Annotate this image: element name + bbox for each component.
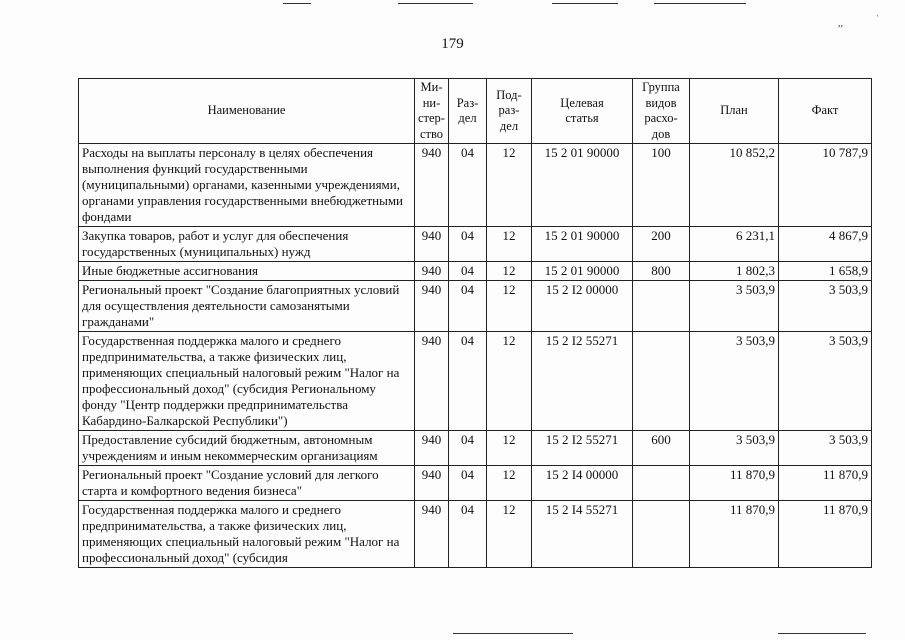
header-subsection bbox=[487, 79, 532, 144]
row-name: Расходы на выплаты персоналу в целях обеспечения выполнения функций государственными (муниципальными) органами, казенными учреждениями, органами управления государственными внебюджетными фондами bbox=[79, 144, 415, 227]
row-target: 15 2 I2 00000 bbox=[532, 281, 633, 332]
row-fact: 10 787,9 bbox=[779, 144, 872, 227]
row-target: 15 2 I4 55271 bbox=[532, 501, 633, 568]
table-row bbox=[79, 466, 872, 501]
row-plan: 1 802,3 bbox=[690, 262, 779, 281]
table-row bbox=[79, 332, 872, 431]
table-row bbox=[79, 262, 872, 281]
header-subsection-text: Под- раз- дел bbox=[496, 87, 522, 133]
row-ministry: 940 bbox=[415, 431, 449, 466]
row-section: 04 bbox=[449, 466, 487, 501]
row-plan: 3 503,9 bbox=[690, 281, 779, 332]
row-section: 04 bbox=[449, 501, 487, 568]
row-name: Предоставление субсидий бюджетным, автономным учреждениям и иным некоммерческим организациям bbox=[79, 431, 415, 466]
row-expense-group bbox=[633, 501, 690, 568]
row-name: Иные бюджетные ассигнования bbox=[79, 262, 415, 281]
row-fact: 3 503,9 bbox=[779, 332, 872, 431]
row-plan: 10 852,2 bbox=[690, 144, 779, 227]
row-subsection: 12 bbox=[487, 332, 532, 431]
row-expense-group: 100 bbox=[633, 144, 690, 227]
row-plan: 6 231,1 bbox=[690, 227, 779, 262]
row-fact: 1 658,9 bbox=[779, 262, 872, 281]
row-expense-group: 800 bbox=[633, 262, 690, 281]
scan-artifact-line bbox=[654, 3, 746, 4]
row-plan: 11 870,9 bbox=[690, 501, 779, 568]
row-subsection: 12 bbox=[487, 466, 532, 501]
row-expense-group: 200 bbox=[633, 227, 690, 262]
header-target bbox=[532, 79, 633, 144]
row-subsection: 12 bbox=[487, 262, 532, 281]
header-name-text: Наименование bbox=[207, 103, 286, 118]
table-row bbox=[79, 281, 872, 332]
row-plan: 3 503,9 bbox=[690, 431, 779, 466]
row-section: 04 bbox=[449, 431, 487, 466]
row-section: 04 bbox=[449, 227, 487, 262]
row-subsection: 12 bbox=[487, 501, 532, 568]
scan-artifact-line bbox=[283, 3, 311, 4]
header-section bbox=[449, 79, 487, 144]
header-section-text: Раз- дел bbox=[456, 95, 479, 125]
row-fact: 3 503,9 bbox=[779, 431, 872, 466]
row-expense-group bbox=[633, 332, 690, 431]
row-section: 04 bbox=[449, 262, 487, 281]
table-row bbox=[79, 501, 872, 568]
header-expense-group bbox=[633, 79, 690, 144]
row-name: Региональный проект "Создание благоприятных условий для осуществления деятельности самозанятыми гражданами" bbox=[79, 281, 415, 332]
row-ministry: 940 bbox=[415, 466, 449, 501]
scan-artifact-line bbox=[552, 3, 618, 4]
row-fact: 3 503,9 bbox=[779, 281, 872, 332]
row-target: 15 2 01 90000 bbox=[532, 262, 633, 281]
row-ministry: 940 bbox=[415, 501, 449, 568]
row-subsection: 12 bbox=[487, 227, 532, 262]
row-name: Региональный проект "Создание условий для легкого старта и комфортного ведения бизнеса" bbox=[79, 466, 415, 501]
scan-artifact-dot: ˈ bbox=[876, 14, 880, 25]
table-row bbox=[79, 144, 872, 227]
table-header-row bbox=[79, 79, 872, 144]
header-expense-group-text: Группа видов расхо- дов bbox=[642, 80, 680, 141]
row-name: Государственная поддержка малого и среднего предпринимательства, а также физических лиц, применяющих специальный налоговый режим "Налог на профессиональный доход" (субсидия bbox=[79, 501, 415, 568]
row-fact: 11 870,9 bbox=[779, 501, 872, 568]
row-expense-group: 600 bbox=[633, 431, 690, 466]
row-target: 15 2 I2 55271 bbox=[532, 431, 633, 466]
budget-table bbox=[78, 78, 872, 568]
row-section: 04 bbox=[449, 281, 487, 332]
row-subsection: 12 bbox=[487, 431, 532, 466]
scan-artifact-dot: ,, bbox=[838, 18, 843, 29]
table-row bbox=[79, 431, 872, 466]
scan-artifact-line bbox=[778, 633, 866, 634]
header-target-text: Целевая статья bbox=[560, 95, 604, 125]
row-expense-group bbox=[633, 281, 690, 332]
row-expense-group bbox=[633, 466, 690, 501]
row-ministry: 940 bbox=[415, 332, 449, 431]
row-target: 15 2 I2 55271 bbox=[532, 332, 633, 431]
row-ministry: 940 bbox=[415, 227, 449, 262]
row-name: Государственная поддержка малого и среднего предпринимательства, а также физических лиц, применяющих специальный налоговый режим "Налог на профессиональный доход" (субсидия Региональному фонду "Центр поддержки предпринимательства Кабардино-Балкарской Республики") bbox=[79, 332, 415, 431]
row-fact: 11 870,9 bbox=[779, 466, 872, 501]
row-plan: 11 870,9 bbox=[690, 466, 779, 501]
header-ministry bbox=[415, 79, 449, 144]
row-section: 04 bbox=[449, 144, 487, 227]
row-ministry: 940 bbox=[415, 144, 449, 227]
header-plan-text: План bbox=[720, 103, 748, 118]
row-plan: 3 503,9 bbox=[690, 332, 779, 431]
row-ministry: 940 bbox=[415, 281, 449, 332]
row-fact: 4 867,9 bbox=[779, 227, 872, 262]
header-name bbox=[79, 79, 415, 144]
header-fact-text: Факт bbox=[811, 103, 839, 118]
row-target: 15 2 01 90000 bbox=[532, 227, 633, 262]
row-target: 15 2 01 90000 bbox=[532, 144, 633, 227]
row-subsection: 12 bbox=[487, 144, 532, 227]
header-fact bbox=[779, 79, 872, 144]
row-name: Закупка товаров, работ и услуг для обеспечения государственных (муниципальных) нужд bbox=[79, 227, 415, 262]
scan-artifact-line bbox=[398, 3, 473, 4]
scan-artifact-line bbox=[453, 633, 573, 634]
row-subsection: 12 bbox=[487, 281, 532, 332]
row-target: 15 2 I4 00000 bbox=[532, 466, 633, 501]
row-section: 04 bbox=[449, 332, 487, 431]
table-row bbox=[79, 227, 872, 262]
header-plan bbox=[690, 79, 779, 144]
row-ministry: 940 bbox=[415, 262, 449, 281]
header-ministry-text: Ми- ни- стер- ство bbox=[418, 80, 445, 141]
page-number: 179 bbox=[441, 36, 464, 52]
